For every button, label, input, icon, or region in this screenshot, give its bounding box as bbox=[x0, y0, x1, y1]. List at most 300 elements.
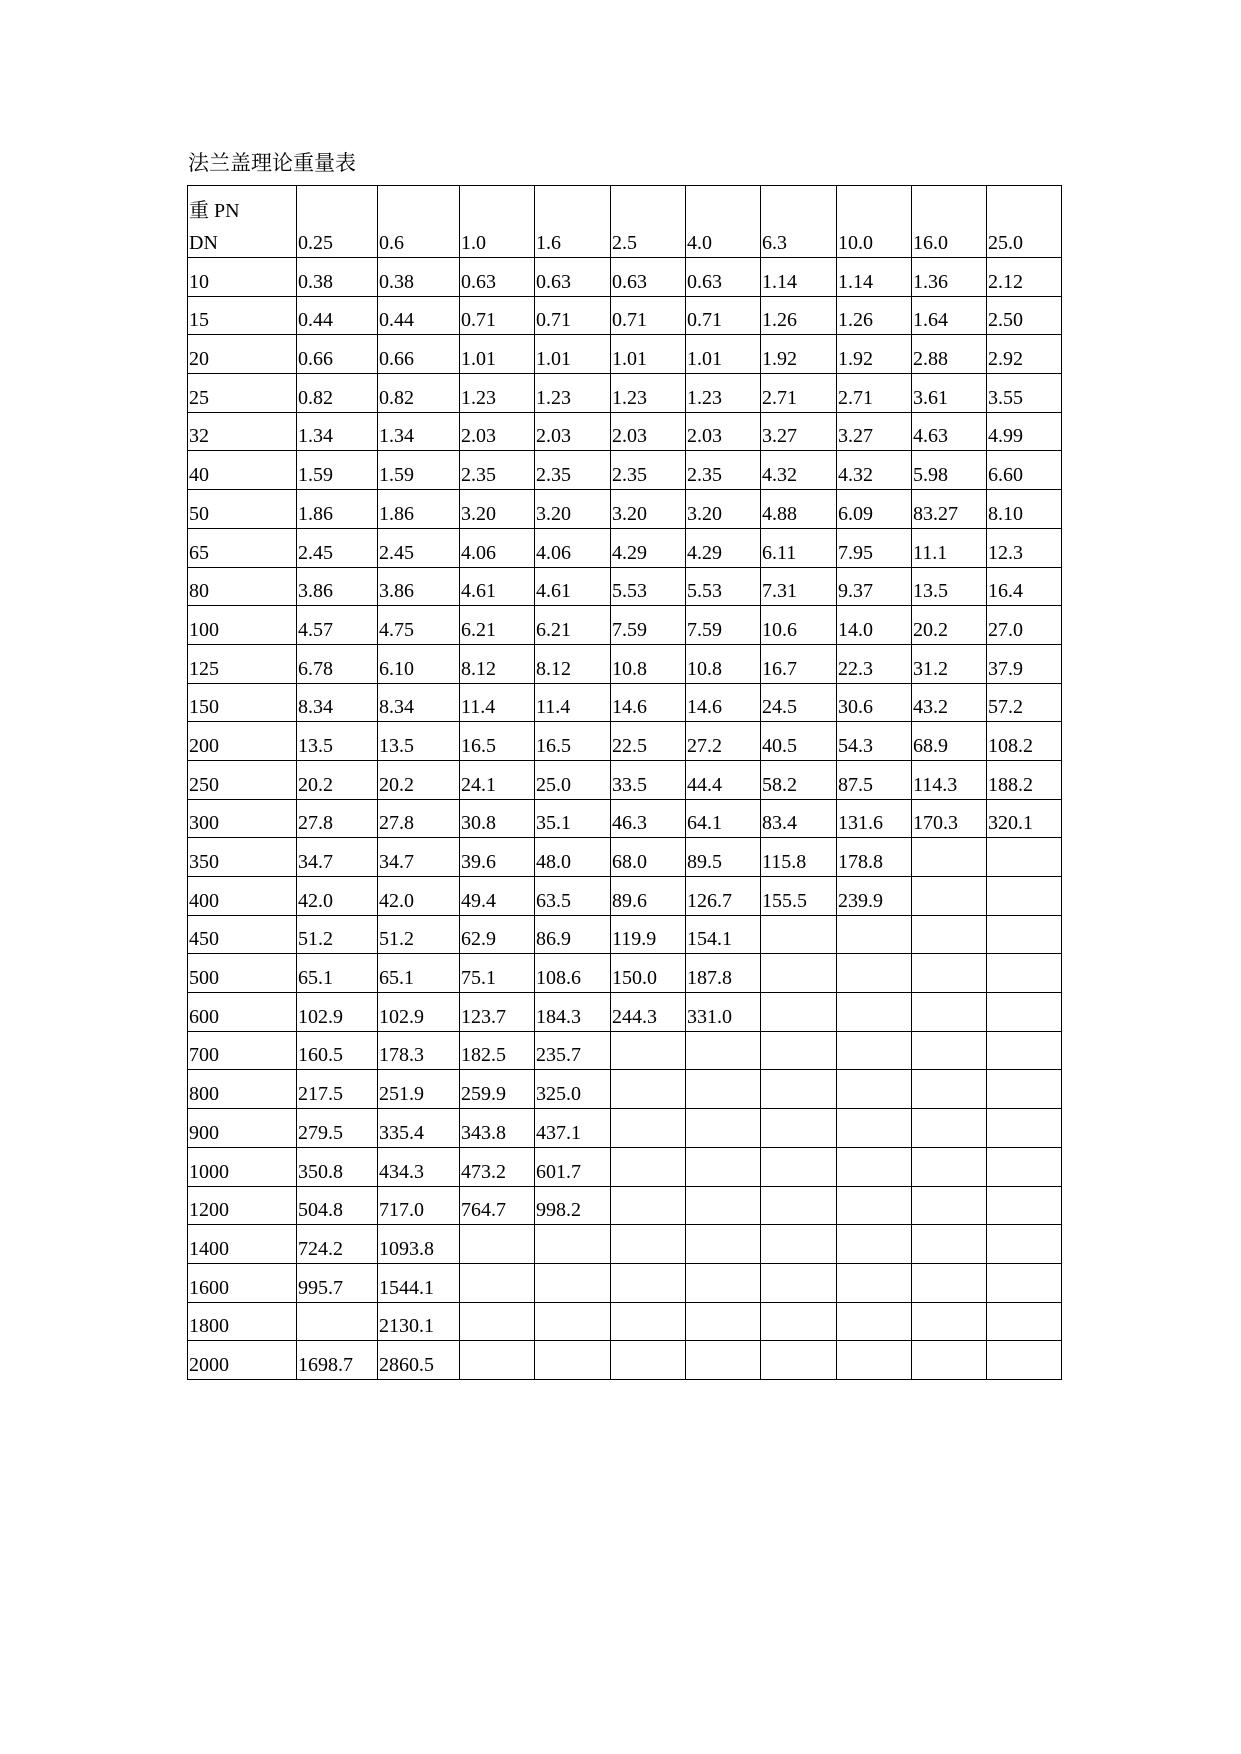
weight-cell: 0.63 bbox=[460, 258, 535, 297]
weight-cell: 1.01 bbox=[611, 335, 686, 374]
weight-cell bbox=[837, 1225, 912, 1264]
weight-cell: 4.06 bbox=[535, 528, 611, 567]
weight-cell bbox=[912, 1341, 987, 1380]
weight-cell bbox=[987, 1302, 1062, 1341]
weight-cell: 89.5 bbox=[686, 838, 761, 877]
weight-cell: 68.0 bbox=[611, 838, 686, 877]
weight-cell bbox=[912, 1263, 987, 1302]
table-row bbox=[188, 1070, 1062, 1109]
weight-cell: 2.71 bbox=[761, 374, 837, 413]
weight-cell bbox=[987, 1341, 1062, 1380]
weight-cell bbox=[912, 915, 987, 954]
weight-cell bbox=[535, 1341, 611, 1380]
weight-cell: 4.61 bbox=[535, 567, 611, 606]
weight-cell: 2.45 bbox=[378, 528, 460, 567]
weight-cell: 34.7 bbox=[297, 838, 378, 877]
dn-cell: 125 bbox=[188, 644, 297, 683]
weight-cell: 123.7 bbox=[460, 993, 535, 1032]
weight-cell: 40.5 bbox=[761, 722, 837, 761]
weight-cell bbox=[686, 1109, 761, 1148]
weight-cell: 27.8 bbox=[378, 799, 460, 838]
weight-cell: 1.34 bbox=[378, 412, 460, 451]
weight-cell: 3.86 bbox=[378, 567, 460, 606]
table-row bbox=[188, 335, 1062, 374]
dn-cell: 200 bbox=[188, 722, 297, 761]
weight-cell: 31.2 bbox=[912, 644, 987, 683]
dn-cell: 400 bbox=[188, 877, 297, 916]
weight-cell bbox=[761, 915, 837, 954]
weight-cell bbox=[761, 1147, 837, 1186]
weight-cell: 350.8 bbox=[297, 1147, 378, 1186]
weight-cell: 1.86 bbox=[297, 490, 378, 529]
weight-cell: 13.5 bbox=[297, 722, 378, 761]
weight-cell: 178.8 bbox=[837, 838, 912, 877]
weight-cell: 108.2 bbox=[987, 722, 1062, 761]
corner-header-top: 重 PN bbox=[189, 200, 240, 222]
weight-cell: 0.71 bbox=[686, 296, 761, 335]
weight-cell: 13.5 bbox=[378, 722, 460, 761]
weight-cell: 2.03 bbox=[686, 412, 761, 451]
table-row bbox=[188, 412, 1062, 451]
weight-cell: 1.64 bbox=[912, 296, 987, 335]
weight-cell: 279.5 bbox=[297, 1109, 378, 1148]
weight-cell: 54.3 bbox=[837, 722, 912, 761]
table-row bbox=[188, 954, 1062, 993]
weight-cell: 63.5 bbox=[535, 877, 611, 916]
weight-cell: 2.88 bbox=[912, 335, 987, 374]
weight-cell bbox=[987, 877, 1062, 916]
weight-cell: 30.8 bbox=[460, 799, 535, 838]
weight-cell: 75.1 bbox=[460, 954, 535, 993]
table-row bbox=[188, 451, 1062, 490]
weight-cell: 58.2 bbox=[761, 760, 837, 799]
weight-cell: 6.10 bbox=[378, 644, 460, 683]
weight-cell: 1.14 bbox=[837, 258, 912, 297]
weight-cell bbox=[761, 1302, 837, 1341]
weight-cell: 6.60 bbox=[987, 451, 1062, 490]
weight-cell: 10.6 bbox=[761, 606, 837, 645]
weight-cell bbox=[761, 1225, 837, 1264]
weight-cell: 182.5 bbox=[460, 1031, 535, 1070]
weight-cell: 126.7 bbox=[686, 877, 761, 916]
weight-cell: 4.29 bbox=[686, 528, 761, 567]
weight-cell: 34.7 bbox=[378, 838, 460, 877]
pn-header-cell: 6.3 bbox=[761, 186, 837, 258]
weight-cell: 13.5 bbox=[912, 567, 987, 606]
weight-cell: 0.38 bbox=[297, 258, 378, 297]
weight-cell: 62.9 bbox=[460, 915, 535, 954]
weight-cell: 4.32 bbox=[761, 451, 837, 490]
weight-cell: 724.2 bbox=[297, 1225, 378, 1264]
weight-cell: 251.9 bbox=[378, 1070, 460, 1109]
weight-cell: 504.8 bbox=[297, 1186, 378, 1225]
weight-cell: 14.0 bbox=[837, 606, 912, 645]
weight-cell bbox=[837, 1070, 912, 1109]
weight-cell bbox=[460, 1225, 535, 1264]
weight-cell bbox=[611, 1186, 686, 1225]
weight-cell: 1.01 bbox=[535, 335, 611, 374]
dn-cell: 40 bbox=[188, 451, 297, 490]
weight-cell: 12.3 bbox=[987, 528, 1062, 567]
weight-cell bbox=[686, 1031, 761, 1070]
weight-cell: 2.03 bbox=[611, 412, 686, 451]
weight-cell bbox=[837, 1341, 912, 1380]
weight-cell: 2.03 bbox=[535, 412, 611, 451]
weight-cell: 114.3 bbox=[912, 760, 987, 799]
weight-cell: 2.35 bbox=[535, 451, 611, 490]
weight-cell bbox=[987, 838, 1062, 877]
dn-cell: 1800 bbox=[188, 1302, 297, 1341]
weight-cell: 995.7 bbox=[297, 1263, 378, 1302]
weight-cell: 37.9 bbox=[987, 644, 1062, 683]
weight-cell: 20.2 bbox=[912, 606, 987, 645]
table-row bbox=[188, 1302, 1062, 1341]
dn-cell: 300 bbox=[188, 799, 297, 838]
table-row bbox=[188, 1225, 1062, 1264]
weight-cell: 6.21 bbox=[460, 606, 535, 645]
weight-cell: 24.1 bbox=[460, 760, 535, 799]
weight-cell bbox=[987, 1186, 1062, 1225]
weight-cell bbox=[686, 1225, 761, 1264]
weight-cell: 43.2 bbox=[912, 683, 987, 722]
weight-cell: 155.5 bbox=[761, 877, 837, 916]
weight-cell: 1.86 bbox=[378, 490, 460, 529]
weight-cell: 0.71 bbox=[460, 296, 535, 335]
weight-cell: 473.2 bbox=[460, 1147, 535, 1186]
weight-cell bbox=[912, 877, 987, 916]
weight-cell bbox=[987, 915, 1062, 954]
corner-header-cell bbox=[188, 186, 297, 258]
weight-cell: 65.1 bbox=[378, 954, 460, 993]
pn-header-cell: 1.0 bbox=[460, 186, 535, 258]
weight-cell: 20.2 bbox=[378, 760, 460, 799]
weight-cell: 2.03 bbox=[460, 412, 535, 451]
weight-cell bbox=[837, 1109, 912, 1148]
weight-cell: 2860.5 bbox=[378, 1341, 460, 1380]
dn-cell: 800 bbox=[188, 1070, 297, 1109]
weight-cell bbox=[837, 1031, 912, 1070]
weight-cell bbox=[837, 954, 912, 993]
weight-cell: 2.50 bbox=[987, 296, 1062, 335]
weight-cell: 102.9 bbox=[378, 993, 460, 1032]
table-row bbox=[188, 799, 1062, 838]
weight-cell: 325.0 bbox=[535, 1070, 611, 1109]
table-row bbox=[188, 722, 1062, 761]
weight-cell: 320.1 bbox=[987, 799, 1062, 838]
weight-cell bbox=[987, 1147, 1062, 1186]
weight-cell: 184.3 bbox=[535, 993, 611, 1032]
weight-cell: 24.5 bbox=[761, 683, 837, 722]
weight-cell: 4.88 bbox=[761, 490, 837, 529]
table-row bbox=[188, 644, 1062, 683]
weight-cell: 108.6 bbox=[535, 954, 611, 993]
dn-cell: 500 bbox=[188, 954, 297, 993]
dn-cell: 32 bbox=[188, 412, 297, 451]
table-row bbox=[188, 1031, 1062, 1070]
weight-cell: 0.82 bbox=[378, 374, 460, 413]
weight-cell: 102.9 bbox=[297, 993, 378, 1032]
weight-cell: 16.4 bbox=[987, 567, 1062, 606]
dn-cell: 80 bbox=[188, 567, 297, 606]
table-row bbox=[188, 528, 1062, 567]
weight-cell bbox=[837, 1147, 912, 1186]
weight-cell bbox=[761, 954, 837, 993]
table-row bbox=[188, 1263, 1062, 1302]
weight-cell: 8.10 bbox=[987, 490, 1062, 529]
table-row bbox=[188, 606, 1062, 645]
weight-cell: 8.34 bbox=[378, 683, 460, 722]
weight-cell: 1.23 bbox=[686, 374, 761, 413]
weight-cell: 0.38 bbox=[378, 258, 460, 297]
weight-cell bbox=[912, 1031, 987, 1070]
weight-cell: 4.29 bbox=[611, 528, 686, 567]
weight-cell: 42.0 bbox=[297, 877, 378, 916]
weight-cell: 235.7 bbox=[535, 1031, 611, 1070]
weight-cell: 68.9 bbox=[912, 722, 987, 761]
weight-cell: 2.92 bbox=[987, 335, 1062, 374]
weight-cell: 217.5 bbox=[297, 1070, 378, 1109]
weight-cell: 35.1 bbox=[535, 799, 611, 838]
weight-cell: 1.23 bbox=[460, 374, 535, 413]
weight-cell bbox=[912, 954, 987, 993]
weight-cell bbox=[987, 1263, 1062, 1302]
table-row bbox=[188, 1341, 1062, 1380]
dn-cell: 900 bbox=[188, 1109, 297, 1148]
weight-cell: 2130.1 bbox=[378, 1302, 460, 1341]
weight-cell: 8.12 bbox=[535, 644, 611, 683]
weight-cell bbox=[912, 1302, 987, 1341]
weight-cell bbox=[761, 1186, 837, 1225]
weight-cell: 1544.1 bbox=[378, 1263, 460, 1302]
weight-cell: 335.4 bbox=[378, 1109, 460, 1148]
weight-cell: 1.23 bbox=[535, 374, 611, 413]
dn-cell: 700 bbox=[188, 1031, 297, 1070]
weight-cell: 83.4 bbox=[761, 799, 837, 838]
weight-cell bbox=[611, 1147, 686, 1186]
weight-cell: 3.20 bbox=[535, 490, 611, 529]
table-row bbox=[188, 1147, 1062, 1186]
weight-cell: 115.8 bbox=[761, 838, 837, 877]
weight-cell bbox=[611, 1109, 686, 1148]
pn-header-cell: 2.5 bbox=[611, 186, 686, 258]
weight-cell: 10.8 bbox=[611, 644, 686, 683]
table-body bbox=[188, 186, 1062, 1380]
weight-cell: 1093.8 bbox=[378, 1225, 460, 1264]
weight-cell: 1.36 bbox=[912, 258, 987, 297]
table-row bbox=[188, 1186, 1062, 1225]
weight-cell: 7.59 bbox=[611, 606, 686, 645]
dn-cell: 20 bbox=[188, 335, 297, 374]
weight-cell: 7.59 bbox=[686, 606, 761, 645]
weight-cell: 20.2 bbox=[297, 760, 378, 799]
weight-cell: 11.4 bbox=[535, 683, 611, 722]
weight-cell: 0.66 bbox=[378, 335, 460, 374]
weight-cell: 64.1 bbox=[686, 799, 761, 838]
dn-cell: 1200 bbox=[188, 1186, 297, 1225]
weight-cell: 51.2 bbox=[297, 915, 378, 954]
dn-cell: 600 bbox=[188, 993, 297, 1032]
weight-cell bbox=[460, 1263, 535, 1302]
weight-cell: 1.92 bbox=[761, 335, 837, 374]
weight-cell: 601.7 bbox=[535, 1147, 611, 1186]
weight-cell bbox=[987, 1031, 1062, 1070]
dn-cell: 1000 bbox=[188, 1147, 297, 1186]
dn-cell: 350 bbox=[188, 838, 297, 877]
weight-cell: 49.4 bbox=[460, 877, 535, 916]
weight-cell: 48.0 bbox=[535, 838, 611, 877]
weight-cell: 0.71 bbox=[611, 296, 686, 335]
weight-cell: 14.6 bbox=[611, 683, 686, 722]
weight-cell: 4.57 bbox=[297, 606, 378, 645]
weight-cell bbox=[987, 993, 1062, 1032]
weight-cell bbox=[686, 1341, 761, 1380]
weight-cell: 2.35 bbox=[611, 451, 686, 490]
weight-cell: 187.8 bbox=[686, 954, 761, 993]
table-row bbox=[188, 296, 1062, 335]
weight-cell bbox=[837, 1263, 912, 1302]
weight-cell: 244.3 bbox=[611, 993, 686, 1032]
weight-cell bbox=[761, 1031, 837, 1070]
weight-cell bbox=[686, 1263, 761, 1302]
weight-cell: 998.2 bbox=[535, 1186, 611, 1225]
weight-cell: 4.06 bbox=[460, 528, 535, 567]
weight-cell: 33.5 bbox=[611, 760, 686, 799]
weight-cell: 0.63 bbox=[611, 258, 686, 297]
weight-cell: 5.53 bbox=[611, 567, 686, 606]
weight-cell bbox=[611, 1341, 686, 1380]
page-title: 法兰盖理论重量表 bbox=[188, 151, 356, 175]
weight-cell: 22.5 bbox=[611, 722, 686, 761]
weight-cell: 2.71 bbox=[837, 374, 912, 413]
weight-cell: 25.0 bbox=[535, 760, 611, 799]
weight-cell: 83.27 bbox=[912, 490, 987, 529]
weight-cell bbox=[912, 1147, 987, 1186]
weight-cell: 11.4 bbox=[460, 683, 535, 722]
table-row bbox=[188, 993, 1062, 1032]
weight-cell: 1.14 bbox=[761, 258, 837, 297]
pn-header-cell: 0.25 bbox=[297, 186, 378, 258]
weight-cell: 16.7 bbox=[761, 644, 837, 683]
weight-cell: 150.0 bbox=[611, 954, 686, 993]
dn-cell: 1600 bbox=[188, 1263, 297, 1302]
weight-cell: 3.61 bbox=[912, 374, 987, 413]
weight-cell bbox=[686, 1147, 761, 1186]
pn-header-cell: 1.6 bbox=[535, 186, 611, 258]
dn-cell: 10 bbox=[188, 258, 297, 297]
weight-cell: 3.27 bbox=[837, 412, 912, 451]
weight-cell: 4.61 bbox=[460, 567, 535, 606]
weight-cell: 4.32 bbox=[837, 451, 912, 490]
weight-cell bbox=[837, 993, 912, 1032]
weight-cell: 764.7 bbox=[460, 1186, 535, 1225]
weight-cell bbox=[987, 954, 1062, 993]
weight-cell bbox=[611, 1225, 686, 1264]
weight-cell: 39.6 bbox=[460, 838, 535, 877]
weight-cell: 65.1 bbox=[297, 954, 378, 993]
weight-cell: 27.2 bbox=[686, 722, 761, 761]
weight-cell bbox=[837, 1186, 912, 1225]
weight-cell: 3.20 bbox=[460, 490, 535, 529]
pn-header-cell: 4.0 bbox=[686, 186, 761, 258]
weight-cell: 8.12 bbox=[460, 644, 535, 683]
weight-cell bbox=[686, 1302, 761, 1341]
weight-cell: 717.0 bbox=[378, 1186, 460, 1225]
weight-cell: 4.99 bbox=[987, 412, 1062, 451]
weight-cell: 0.82 bbox=[297, 374, 378, 413]
weight-cell: 259.9 bbox=[460, 1070, 535, 1109]
weight-cell bbox=[535, 1225, 611, 1264]
weight-cell bbox=[912, 1186, 987, 1225]
weight-cell bbox=[761, 1070, 837, 1109]
weight-cell: 1.01 bbox=[686, 335, 761, 374]
weight-cell: 6.11 bbox=[761, 528, 837, 567]
weight-cell: 0.44 bbox=[378, 296, 460, 335]
weight-cell: 14.6 bbox=[686, 683, 761, 722]
dn-cell: 2000 bbox=[188, 1341, 297, 1380]
weight-cell: 1.92 bbox=[837, 335, 912, 374]
weight-cell: 343.8 bbox=[460, 1109, 535, 1148]
pn-header-cell: 25.0 bbox=[987, 186, 1062, 258]
weight-cell: 0.63 bbox=[686, 258, 761, 297]
weight-cell: 154.1 bbox=[686, 915, 761, 954]
weight-cell: 1.26 bbox=[761, 296, 837, 335]
weight-cell: 6.78 bbox=[297, 644, 378, 683]
weight-cell: 51.2 bbox=[378, 915, 460, 954]
weight-cell: 42.0 bbox=[378, 877, 460, 916]
weight-cell: 1.59 bbox=[378, 451, 460, 490]
weight-cell: 10.8 bbox=[686, 644, 761, 683]
weight-cell bbox=[686, 1070, 761, 1109]
table-row bbox=[188, 567, 1062, 606]
dn-cell: 450 bbox=[188, 915, 297, 954]
table-row bbox=[188, 838, 1062, 877]
weight-cell bbox=[837, 1302, 912, 1341]
weight-cell: 16.5 bbox=[460, 722, 535, 761]
weight-cell: 5.98 bbox=[912, 451, 987, 490]
weight-cell: 7.31 bbox=[761, 567, 837, 606]
weight-cell: 87.5 bbox=[837, 760, 912, 799]
flange-weight-table bbox=[187, 185, 1062, 1380]
weight-cell: 3.20 bbox=[611, 490, 686, 529]
weight-cell: 434.3 bbox=[378, 1147, 460, 1186]
table-row bbox=[188, 374, 1062, 413]
weight-cell: 437.1 bbox=[535, 1109, 611, 1148]
weight-cell: 46.3 bbox=[611, 799, 686, 838]
weight-cell bbox=[987, 1109, 1062, 1148]
weight-cell: 89.6 bbox=[611, 877, 686, 916]
pn-header-cell: 16.0 bbox=[912, 186, 987, 258]
dn-cell: 65 bbox=[188, 528, 297, 567]
weight-cell bbox=[611, 1070, 686, 1109]
dn-cell: 100 bbox=[188, 606, 297, 645]
weight-cell: 57.2 bbox=[987, 683, 1062, 722]
weight-cell: 3.27 bbox=[761, 412, 837, 451]
table-row bbox=[188, 760, 1062, 799]
dn-cell: 250 bbox=[188, 760, 297, 799]
weight-cell: 1.26 bbox=[837, 296, 912, 335]
weight-cell: 22.3 bbox=[837, 644, 912, 683]
weight-cell: 119.9 bbox=[611, 915, 686, 954]
weight-cell bbox=[460, 1302, 535, 1341]
weight-cell bbox=[987, 1070, 1062, 1109]
weight-cell bbox=[297, 1302, 378, 1341]
weight-cell bbox=[686, 1186, 761, 1225]
pn-header-cell: 0.6 bbox=[378, 186, 460, 258]
weight-cell: 27.8 bbox=[297, 799, 378, 838]
weight-cell: 0.66 bbox=[297, 335, 378, 374]
weight-cell: 1.34 bbox=[297, 412, 378, 451]
weight-cell bbox=[460, 1341, 535, 1380]
